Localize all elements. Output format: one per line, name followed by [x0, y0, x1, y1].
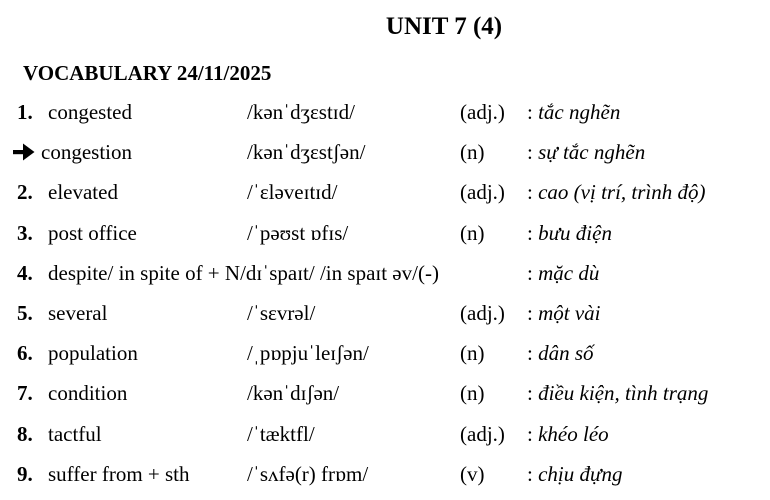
vocab-meaning: : tắc nghẽn	[527, 100, 621, 124]
vocab-word: congestion	[41, 140, 132, 165]
vocab-row	[0, 339, 770, 379]
vocab-pronunciation: /kənˈdʒɛstɪd/	[247, 100, 355, 124]
item-number: 5.	[17, 300, 33, 325]
vocab-meaning-text: mặc dù	[538, 260, 600, 285]
vocab-meaning: : điều kiện, tình trạng	[527, 381, 709, 406]
vocab-part-of-speech: (n)	[460, 140, 485, 165]
vocab-part-of-speech: (adj.)	[460, 100, 505, 124]
vocab-meaning: : mặc dù	[527, 260, 600, 285]
vocab-meaning-text: sự tắc nghẽn	[538, 140, 646, 165]
vocab-meaning-text: một vài	[538, 300, 601, 325]
vocab-row	[0, 420, 770, 460]
vocab-part-of-speech: (n)	[460, 341, 485, 366]
vocab-meaning-text: tắc nghẽn	[538, 100, 621, 124]
item-number: 1.	[17, 100, 33, 124]
item-number: 6.	[17, 341, 33, 366]
item-number: 4.	[17, 260, 33, 285]
vocabulary-heading: VOCABULARY 24/11/2025	[23, 61, 272, 85]
arrow-right-icon	[12, 139, 36, 165]
vocab-word: post office	[48, 220, 137, 245]
vocab-row	[0, 299, 770, 339]
vocab-word: congested	[48, 100, 132, 124]
vocab-meaning: : khéo léo	[527, 421, 609, 446]
vocab-meaning-text: cao (vị trí, trình độ)	[538, 180, 706, 205]
vocab-part-of-speech: (v)	[460, 461, 485, 486]
vocab-part-of-speech: (n)	[460, 220, 485, 245]
vocab-meaning: : bưu điện	[527, 220, 612, 245]
vocab-part-of-speech: (adj.)	[460, 421, 505, 446]
vocab-part-of-speech: (n)	[460, 381, 485, 406]
vocab-part-of-speech: (adj.)	[460, 180, 505, 205]
page-title: UNIT 7 (4)	[385, 13, 503, 40]
vocab-meaning-text: điều kiện, tình trạng	[538, 381, 709, 406]
vocab-word: suffer from + sth	[48, 461, 190, 486]
vocab-pronunciation: /kənˈdʒɛstʃən/	[247, 140, 366, 165]
vocab-meaning: : sự tắc nghẽn	[527, 140, 646, 165]
vocab-pronunciation: /kənˈdɪʃən/	[247, 381, 340, 406]
vocab-meaning-text: chịu đựng	[538, 461, 623, 486]
vocab-meaning-text: khéo léo	[538, 421, 609, 446]
vocab-word: despite/ in spite of + N/dɪˈspaɪt/ /in spaɪt əv/(-)	[48, 260, 439, 285]
vocab-row	[0, 138, 770, 178]
vocab-meaning: : một vài	[527, 300, 601, 325]
vocab-word: condition	[48, 381, 128, 406]
vocab-row	[0, 178, 770, 218]
item-number: 7.	[17, 381, 33, 406]
vocab-pronunciation: /ˈpəʊst ɒfɪs/	[247, 220, 349, 245]
vocab-row	[0, 460, 770, 500]
vocab-pronunciation: /ˈsɛvrəl/	[247, 300, 316, 325]
vocab-meaning: : chịu đựng	[527, 461, 623, 486]
vocab-pronunciation: /ˈsʌfə(r) frɒm/	[247, 461, 369, 486]
vocab-meaning-text: bưu điện	[538, 220, 612, 245]
item-number: 3.	[17, 220, 33, 245]
vocab-pronunciation: /ˈɛləveɪtɪd/	[247, 180, 338, 205]
vocab-row	[0, 219, 770, 259]
vocab-meaning-text: dân số	[538, 341, 594, 366]
vocab-word: elevated	[48, 180, 118, 205]
vocab-row	[0, 259, 770, 299]
vocab-row	[0, 98, 770, 138]
vocab-meaning: : dân số	[527, 341, 594, 366]
item-number: 9.	[17, 461, 33, 486]
vocab-list	[0, 98, 770, 500]
item-number: 8.	[17, 421, 33, 446]
vocab-pronunciation: /ˌpɒpjuˈleɪʃən/	[247, 341, 369, 366]
vocab-word: population	[48, 341, 138, 366]
vocab-part-of-speech: (adj.)	[460, 300, 505, 325]
vocab-word: several	[48, 300, 108, 325]
item-number: 2.	[17, 180, 33, 205]
vocab-meaning: : cao (vị trí, trình độ)	[527, 180, 706, 205]
vocab-word: tactful	[48, 421, 102, 446]
vocab-row	[0, 379, 770, 419]
vocab-pronunciation: /ˈtæktfl/	[247, 421, 315, 446]
